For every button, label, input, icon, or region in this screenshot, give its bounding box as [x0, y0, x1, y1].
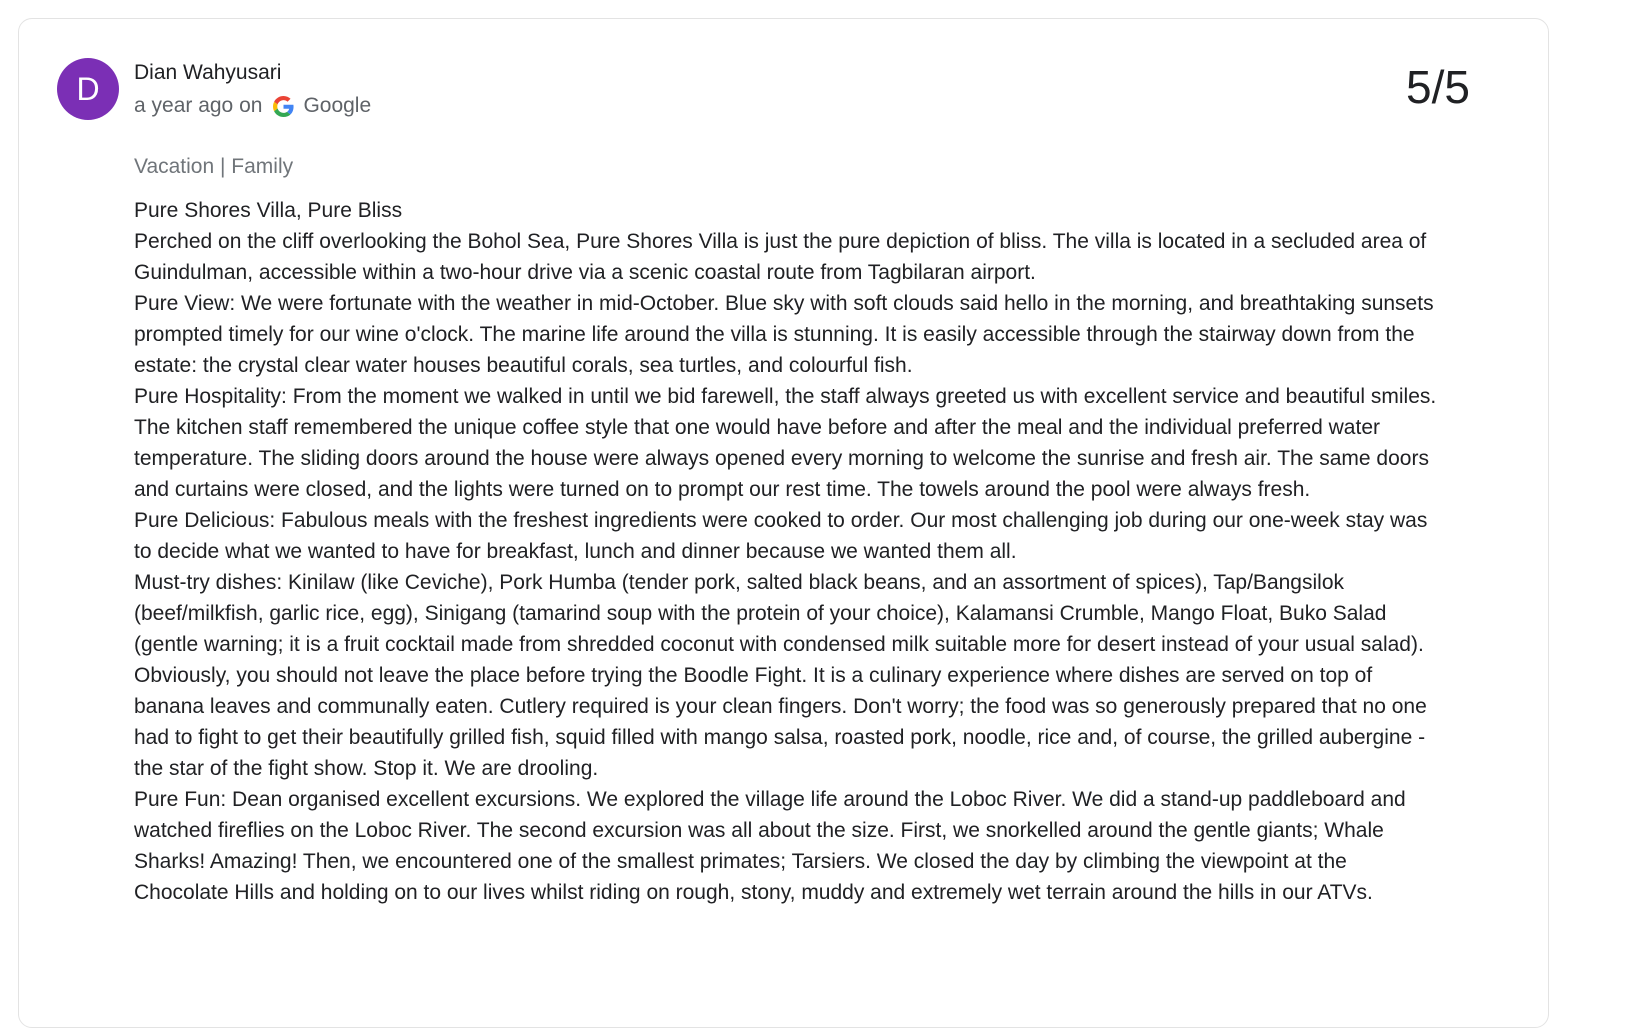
review-score: 5/5 — [1406, 61, 1470, 113]
author-block — [134, 59, 371, 120]
author-name[interactable]: Dian Wahyusari — [134, 61, 282, 84]
review-paragraph: Pure Hospitality: From the moment we walked in until we bid farewell, the staff always greeted us with excellent service and beautiful smiles. The kitchen staff remembered the unique coffee style that one would have before and after the meal and the individual preferred water temperature. The sliding doors around the house were always opened every morning to welcome the sunrise and fresh air. The same doors and curtains were closed, and the lights were turned on to prompt our rest time. The towels around the pool were always fresh. — [134, 385, 1437, 501]
review-body — [134, 195, 1440, 908]
review-paragraph: Pure Delicious: Fabulous meals with the freshest ingredients were cooked to order. Our most challenging job during our one-week stay was to decide what we wanted to have for breakfast, lunch and dinner because we wanted them all. — [134, 509, 1428, 563]
review-meta — [134, 92, 371, 120]
review-source[interactable]: Google — [303, 94, 372, 117]
avatar[interactable]: D — [57, 58, 119, 120]
review-paragraph: Pure View: We were fortunate with the weather in mid-October. Blue sky with soft clouds said hello in the morning, and breathtaking sunsets prompted timely for our wine o'clock. The marine life around the villa is stunning. It is easily accessible through the stairway down from the estate: the crystal clear water houses beautiful corals, sea turtles, and colourful fish. — [134, 292, 1434, 377]
review-paragraph: Pure Fun: Dean organised excellent excursions. We explored the village life around the Loboc River. We did a stand-up paddleboard and watched fireflies on the Loboc River. The second excursion was all about the size. First, we snorkelled around the gentle giants; Whale Sharks! Amazing! Then, we encountered one of the smallest primates; Tarsiers. We closed the day by climbing the viewpoint at the Chocolate Hills and holding on to our lives whilst riding on rough, stony, muddy and extremely wet terrain around the hills in our ATVs. — [134, 788, 1406, 904]
review-paragraph: Pure Shores Villa, Pure Bliss — [134, 199, 403, 222]
review-time: a year ago on — [134, 94, 263, 117]
review-card — [18, 18, 1549, 1028]
review-paragraph: Must-try dishes: Kinilaw (like Ceviche), Pork Humba (tender pork, salted black beans, and an assortment of spices), Tap/Bangsilok (beef/milkfish, garlic rice, egg), Sinigang (tamarind soup with the protein of your choice), Kalamansi Crumble, Mango Float, Buko Salad (gentle warning; it is a fruit cocktail made from shredded coconut with condensed milk suitable more for desert instead of your usual salad). Obviously, you should not leave the place before trying the Boodle Fight. It is a culinary experience where dishes are served on top of banana leaves and communally eaten. Cutlery required is your clean fingers. Don't worry; the food was so generously prepared that no one had to fight to get their beautifully grilled fish, squid filled with mango salsa, roasted pork, noodle, rice and, of course, the grilled aubergine - the star of the fight show. Stop it. We are drooling. — [134, 571, 1427, 780]
review-paragraph: Perched on the cliff overlooking the Bohol Sea, Pure Shores Villa is just the pure depiction of bliss. The villa is located in a secluded area of Guindulman, accessible within a two-hour drive via a scenic coastal route from Tagbilaran airport. — [134, 230, 1427, 284]
trip-tags: Vacation | Family — [134, 155, 294, 178]
google-g-icon — [273, 96, 294, 117]
